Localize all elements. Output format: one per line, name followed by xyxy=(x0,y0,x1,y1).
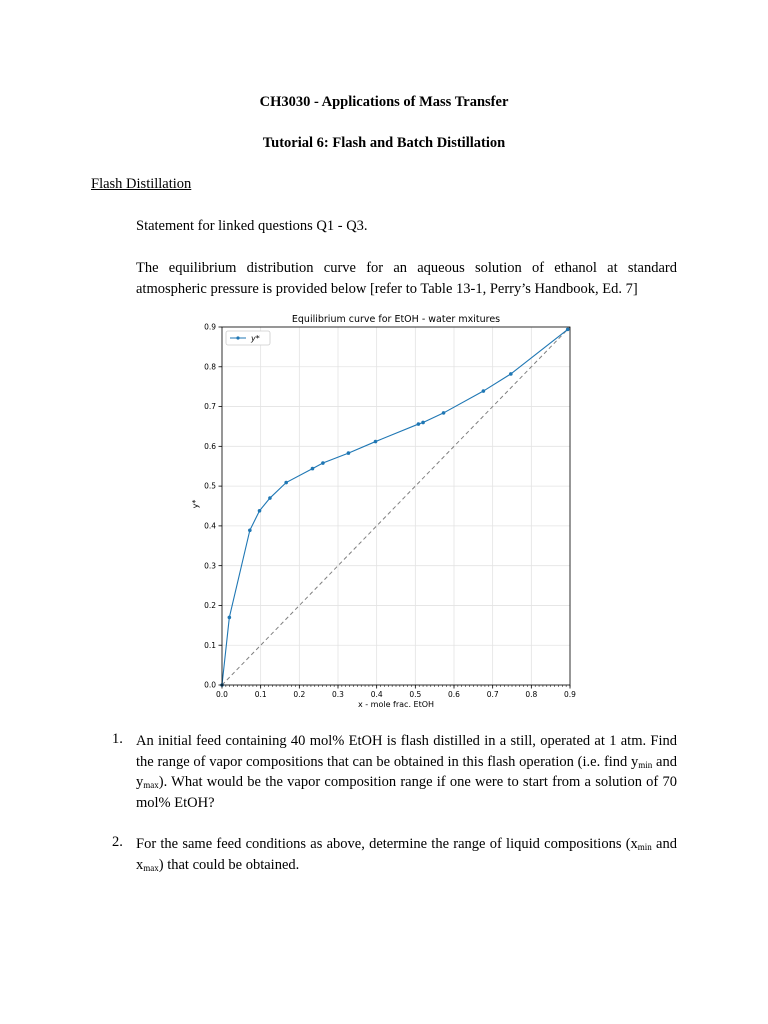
chart-grid xyxy=(222,327,570,685)
question-1-number: 1. xyxy=(112,731,123,747)
question-2-text-b: and x xyxy=(136,836,677,873)
x-axis-label: x - mole frac. EtOH xyxy=(357,700,435,709)
data-point xyxy=(321,461,325,465)
data-point xyxy=(566,328,570,332)
y-tick-label: 0.2 xyxy=(204,601,216,611)
data-point xyxy=(509,372,513,376)
x-tick-label: 0.5 xyxy=(409,690,422,699)
question-1-text-b: and y xyxy=(136,753,677,790)
x-tick-label: 0.8 xyxy=(525,690,538,699)
y-tick-label: 0.0 xyxy=(204,680,216,690)
y-tick-label: 0.4 xyxy=(204,521,216,531)
data-point xyxy=(258,509,262,513)
data-point xyxy=(228,616,232,620)
legend-label: y* xyxy=(251,334,260,343)
y-tick-label: 0.3 xyxy=(204,561,216,571)
plot-frame xyxy=(222,327,570,685)
y-tick-label: 0.5 xyxy=(204,481,216,491)
reference-diagonal-line xyxy=(222,327,570,685)
question-1-text xyxy=(136,731,677,813)
chart-legend xyxy=(226,331,270,345)
x-tick-label: 0.0 xyxy=(216,690,228,699)
data-point xyxy=(417,422,421,426)
question-2-text xyxy=(136,834,677,875)
y-tick-label: 0.7 xyxy=(204,402,216,412)
reference-line-group xyxy=(222,327,570,685)
y-tick-label: 0.6 xyxy=(204,441,216,451)
data-point xyxy=(248,528,252,532)
question-1-text-c: ). What would be the vapor composition range if one were to start from a solution of 70 mol% EtOH? xyxy=(136,774,677,811)
legend-marker xyxy=(236,336,239,339)
data-point xyxy=(311,467,315,471)
x-tick-label: 0.6 xyxy=(448,690,460,699)
data-point xyxy=(268,496,272,500)
equilibrium-chart xyxy=(182,310,582,715)
data-point xyxy=(284,481,288,485)
course-title: CH3030 - Applications of Mass Transfer xyxy=(259,94,509,110)
x-tick-label: 0.7 xyxy=(486,690,499,699)
question-2-sub-max: max xyxy=(143,862,159,873)
question-2-number: 2. xyxy=(112,834,123,850)
section-heading: Flash Distillation xyxy=(91,176,192,192)
y-tick-label: 0.9 xyxy=(204,322,216,332)
statement-intro: Statement for linked questions Q1 - Q3. xyxy=(136,218,368,234)
question-1-sub-min: min xyxy=(638,759,653,770)
question-2-text-a: For the same feed conditions as above, determine the range of liquid compositions (x xyxy=(136,836,638,852)
data-point xyxy=(347,451,351,455)
data-point xyxy=(421,421,425,425)
x-tick-label: 0.9 xyxy=(564,690,576,699)
data-point xyxy=(482,389,486,393)
x-tick-label: 0.3 xyxy=(332,690,344,699)
chart-title: Equilibrium curve for EtOH - water mxitures xyxy=(291,314,501,325)
question-2-text-c: ) that could be obtained. xyxy=(158,856,300,873)
tutorial-title: Tutorial 6: Flash and Batch Distillation xyxy=(262,135,506,151)
y-axis-label: y* xyxy=(191,499,200,509)
y-tick-label: 0.8 xyxy=(204,362,216,372)
data-point xyxy=(442,411,446,415)
y-tick-label: 0.1 xyxy=(204,640,216,650)
question-2-sub-min: min xyxy=(637,842,652,852)
question-1-text-a: An initial feed containing 40 mol% EtOH is flash distilled in a still, operated at 1 atm. Find the range of vapor compositions that can be obtained in this flash operation (i.e. find y xyxy=(136,733,677,770)
statement-body: The equilibrium distribution curve for an aqueous solution of ethanol at standard atmospheric pressure is provided below [refer to Table 13-1, Perry’s Handbook, Ed. 7] xyxy=(136,260,677,297)
question-1-sub-max: max xyxy=(143,780,159,790)
x-tick-label: 0.2 xyxy=(293,690,306,699)
x-tick-label: 0.1 xyxy=(254,690,267,699)
x-tick-label: 0.4 xyxy=(370,690,383,699)
data-point xyxy=(374,440,378,444)
